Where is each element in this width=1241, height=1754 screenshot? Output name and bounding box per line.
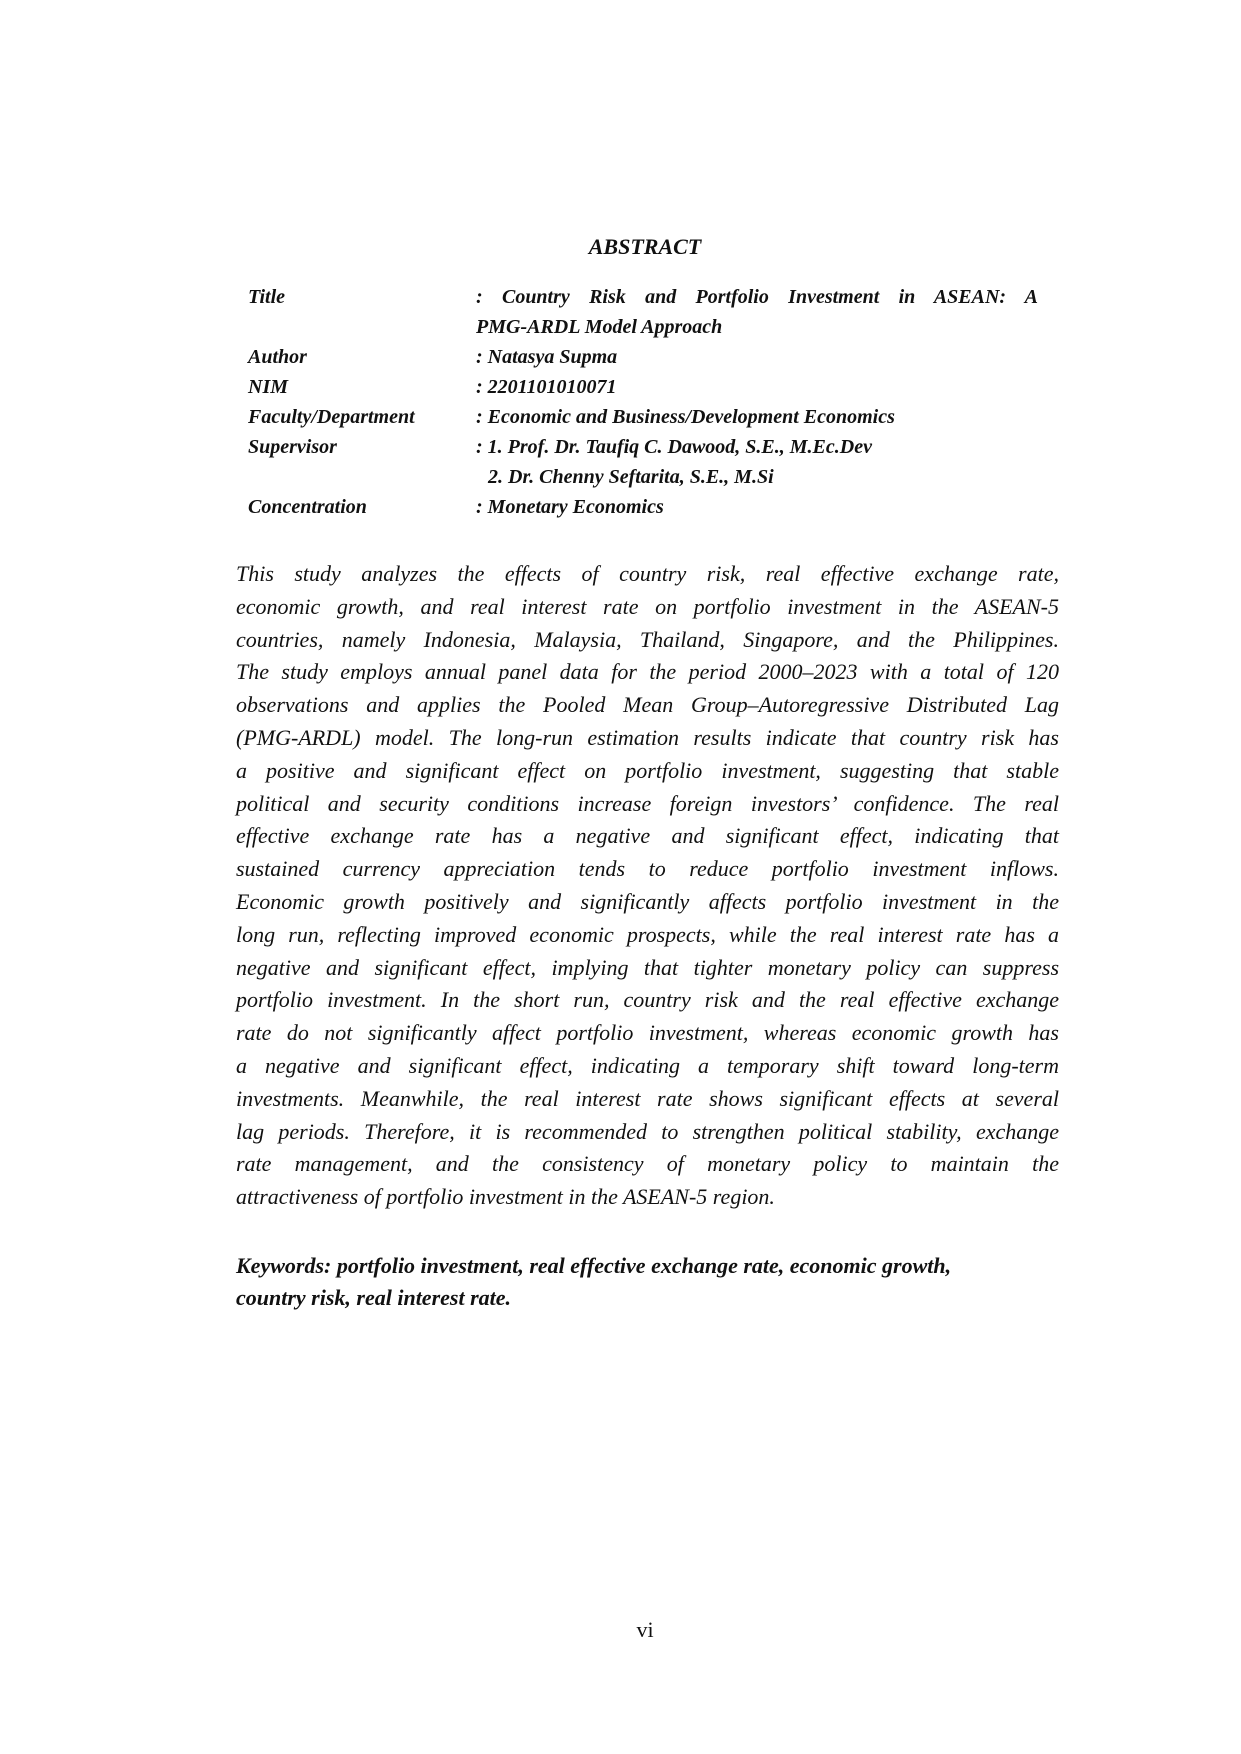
meta-value [476, 342, 1038, 372]
meta-label: Concentration [248, 496, 367, 518]
abstract-line: sustained currency appreciation tends to reduce portfolio investment inflows. [236, 856, 1059, 882]
meta-value-line: 2. Dr. Chenny Seftarita, S.E., M.Si [488, 466, 774, 488]
page-number: vi [636, 1617, 654, 1642]
abstract-line: rate do not significantly affect portfolio investment, whereas economic growth has [236, 1020, 1059, 1046]
keywords-line: country risk, real interest rate. [236, 1285, 512, 1310]
abstract-line: political and security conditions increase foreign investors’ confidence. The real [236, 790, 1059, 816]
abstract-line: effective exchange rate has a negative and significant effect, indicating that [236, 823, 1059, 849]
meta-value-line: : Country Risk and Portfolio Investment in ASEAN: A [476, 286, 1038, 308]
metadata-table [248, 282, 1038, 522]
meta-label: NIM [248, 376, 289, 398]
abstract-line: countries, namely Indonesia, Malaysia, Thailand, Singapore, and the Philippines. [236, 626, 1059, 652]
meta-row-supervisor [248, 432, 1038, 492]
meta-label: Faculty/Department [248, 406, 415, 428]
meta-value-line: : 1. Prof. Dr. Taufiq C. Dawood, S.E., M.Ec.Dev [476, 436, 872, 458]
abstract-heading: ABSTRACT [588, 234, 702, 259]
abstract-line: negative and significant effect, implying that tighter monetary policy can suppress [236, 954, 1059, 980]
abstract-line: The study employs annual panel data for the period 2000–2023 with a total of 120 [236, 659, 1059, 685]
abstract-line: long run, reflecting improved economic prospects, while the real interest rate has a [236, 921, 1059, 947]
abstract-body [236, 558, 1059, 1214]
meta-value-line: : Monetary Economics [476, 496, 664, 518]
meta-value [476, 432, 1038, 492]
abstract-line: economic growth, and real interest rate on portfolio investment in the ASEAN-5 [236, 593, 1059, 619]
abstract-line: This study analyzes the effects of country risk, real effective exchange rate, [236, 561, 1059, 586]
meta-row-concentration [248, 492, 1038, 522]
meta-label: Title [248, 286, 286, 308]
abstract-line: attractiveness of portfolio investment in the ASEAN-5 region. [236, 1184, 775, 1210]
abstract-line: lag periods. Therefore, it is recommended to strengthen political stability, exchange [236, 1118, 1059, 1144]
meta-row-title [248, 282, 1038, 342]
keywords [236, 1250, 1059, 1314]
abstract-line: a negative and significant effect, indicating a temporary shift toward long-term [236, 1052, 1059, 1078]
meta-label: Author [248, 346, 307, 368]
meta-value [476, 402, 1038, 432]
meta-value-line: : Economic and Business/Development Economics [476, 406, 895, 428]
meta-value [476, 282, 1038, 342]
meta-value [476, 492, 1038, 522]
abstract-line: investments. Meanwhile, the real interest rate shows significant effects at several [236, 1085, 1059, 1111]
meta-label: Supervisor [248, 436, 337, 458]
abstract-line: Economic growth positively and significantly affects portfolio investment in the [236, 888, 1059, 914]
abstract-line: portfolio investment. In the short run, country risk and the real effective exchange [236, 987, 1059, 1013]
meta-value-line: PMG-ARDL Model Approach [476, 316, 723, 338]
meta-row-nim [248, 372, 1038, 402]
abstract-line: a positive and significant effect on portfolio investment, suggesting that stable [236, 757, 1059, 783]
meta-row-author [248, 342, 1038, 372]
abstract-line: (PMG-ARDL) model. The long-run estimation results indicate that country risk has [236, 724, 1059, 750]
abstract-line: observations and applies the Pooled Mean Group–Autoregressive Distributed Lag [236, 692, 1059, 718]
abstract-line: rate management, and the consistency of monetary policy to maintain the [236, 1151, 1059, 1177]
meta-row-faculty [248, 402, 1038, 432]
meta-value-line: : Natasya Supma [476, 346, 618, 368]
keywords-line: Keywords: portfolio investment, real effective exchange rate, economic growth, [236, 1253, 952, 1278]
meta-value [476, 372, 1038, 402]
meta-value-line: : 2201101010071 [476, 376, 617, 398]
